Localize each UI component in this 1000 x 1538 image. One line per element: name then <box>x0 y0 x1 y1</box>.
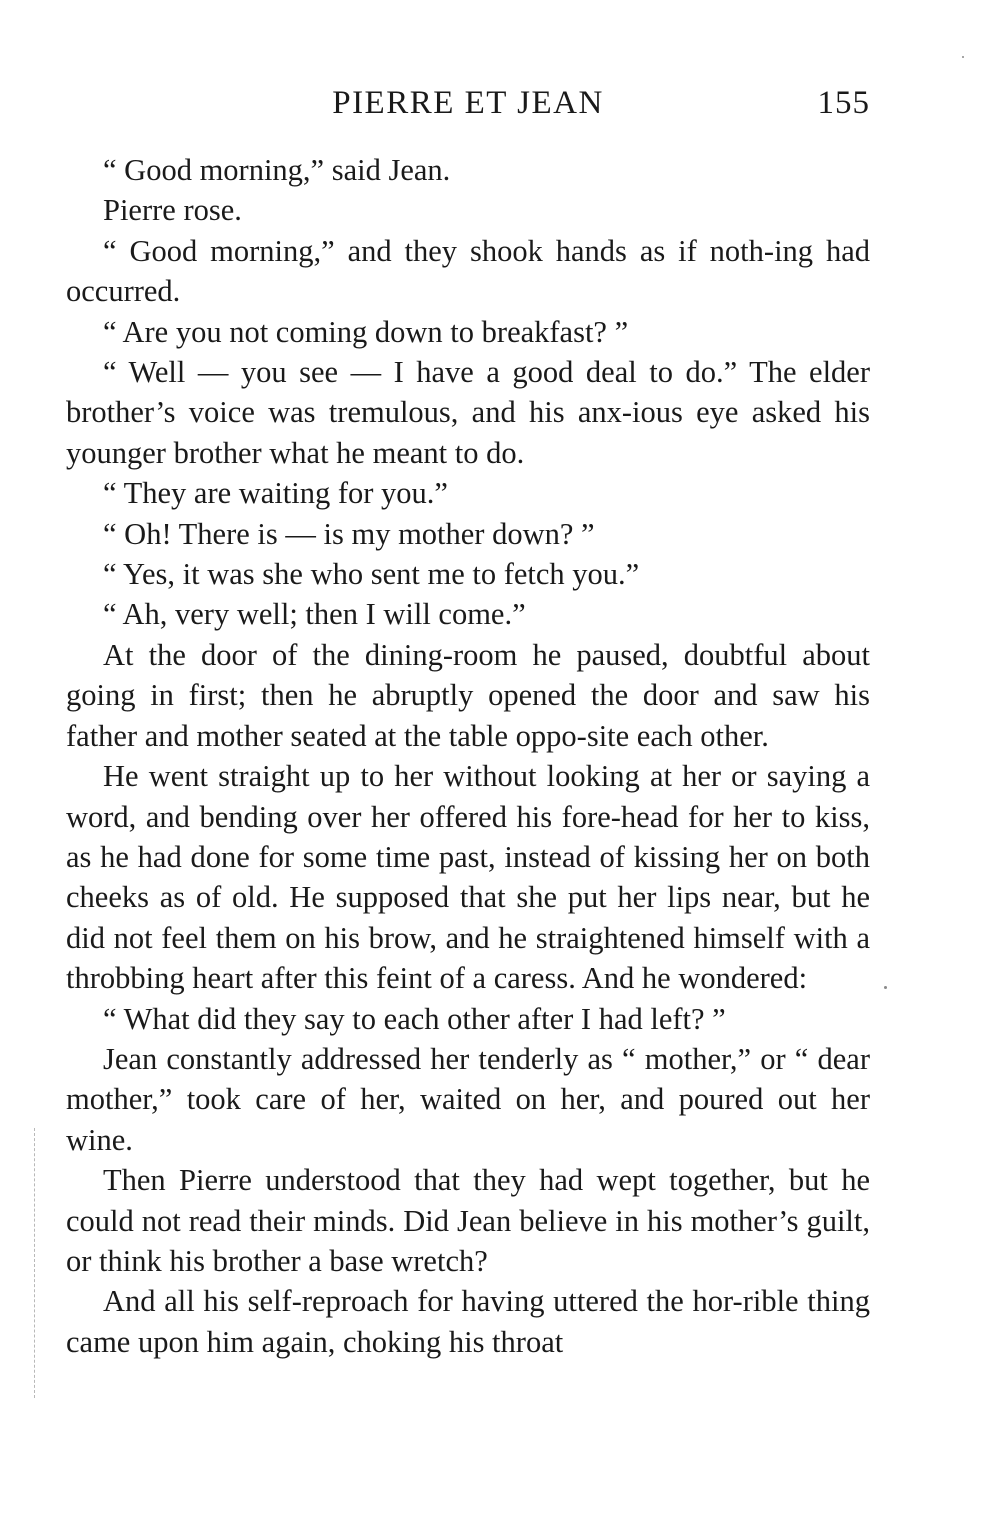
page-number: 155 <box>817 85 870 121</box>
paragraph: And all his self-reproach for having uttered the hor-rible thing came upon him again, choking his throat <box>66 1284 870 1359</box>
paragraph: Jean constantly addressed her tenderly as “ mother,” or “ dear mother,” took care of her, waited on her, and poured out her wine. <box>66 1041 870 1157</box>
paragraph: “ Good morning,” said Jean. <box>103 153 451 187</box>
paragraph: “ Yes, it was she who sent me to fetch you.” <box>103 557 640 592</box>
running-head <box>66 78 870 128</box>
paragraph: “ Good morning,” and they shook hands as if noth-ing had occurred. <box>66 233 870 309</box>
paragraph: At the door of the dining-room he paused, doubtful about going in first; then he abruptly opened the door and saw his father and mother seated at the table oppo-site each other. <box>66 637 870 753</box>
paragraph: “ Oh! There is — is my mother down? ” <box>103 516 595 551</box>
paragraph: Pierre rose. <box>103 193 242 228</box>
scan-margin-mark <box>34 1128 36 1398</box>
paragraph: “ Ah, very well; then I will come.” <box>103 597 526 632</box>
paragraph: “ They are waiting for you.” <box>103 476 448 511</box>
scan-speck <box>962 56 964 58</box>
scan-speck <box>884 986 887 989</box>
paragraph: “ Are you not coming down to breakfast? ” <box>103 314 629 349</box>
paragraph: “ What did they say to each other after I had left? ” <box>103 1001 726 1036</box>
running-title: PIERRE ET JEAN <box>332 85 604 121</box>
body-text <box>66 150 870 1362</box>
paragraph: He went straight up to her without looking at her or saying a word, and bending over her offered his fore-head for her to kiss, as he had done for some time past, instead of kissing her on both cheeks as of old. He supposed that she put her lips near, but he did not feel them on his brow, and he straightened himself with a throbbing heart after this feint of a caress. And he wondered: <box>66 759 870 996</box>
paragraph: “ Well — you see — I have a good deal to do.” The elder brother’s voice was tremulous, and his anx-ious eye asked his younger brother what he meant to do. <box>66 355 870 470</box>
paragraph: Then Pierre understood that they had wept together, but he could not read their minds. Did Jean believe in his mother’s guilt, or think his brother a base wretch? <box>66 1163 870 1278</box>
